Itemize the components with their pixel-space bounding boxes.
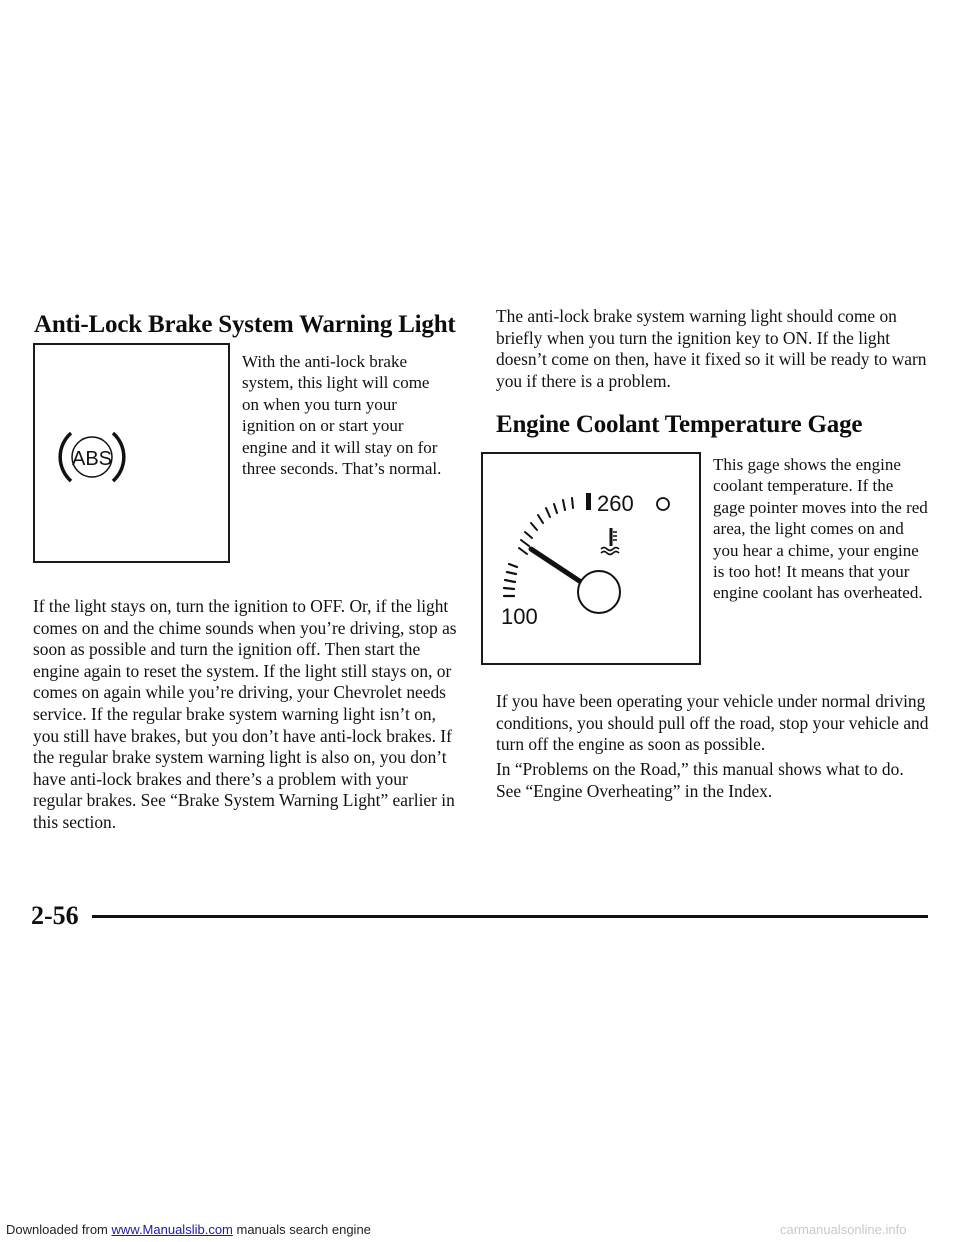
coolant-gauge-icon <box>483 454 699 663</box>
abs-warning-icon <box>35 345 228 561</box>
abs-warning-light-figure <box>33 343 230 563</box>
manualslib-link[interactable]: www.Manualslib.com <box>111 1222 233 1237</box>
gauge-tick-marks <box>519 498 573 554</box>
coolant-heading: Engine Coolant Temperature Gage <box>496 411 863 438</box>
abs-heading: Anti-Lock Brake System Warning Light <box>34 311 456 338</box>
page-number: 2-56 <box>31 901 79 930</box>
watermark: carmanualsonline.info <box>780 1222 907 1237</box>
gauge-light-icon <box>657 498 669 510</box>
gauge-high-label: 260 <box>597 491 634 516</box>
coolant-paragraph-2: If you have been operating your vehicle under normal driving conditions, you should pull off the road, stop your vehicle and turn off the engine as soon as possible. <box>496 691 929 755</box>
coolant-gauge-figure <box>481 452 701 665</box>
coolant-paragraph-3: In “Problems on the Road,” this manual shows what to do. See “Engine Overheating” in the Index. <box>496 759 904 801</box>
thermometer-icon <box>601 528 619 555</box>
download-footer <box>6 1222 371 1237</box>
abs-icon-text: ABS <box>71 448 113 470</box>
footer-rule <box>92 915 928 918</box>
abs-side-text: With the anti-lock brake system, this light will come on when you turn your ignition on or start your engine and it will stay on for three seconds. That’s normal. <box>242 352 442 479</box>
gauge-hub <box>578 571 620 613</box>
abs-body-paragraph: If the light stays on, turn the ignition to OFF. Or, if the light comes on and the chime sounds when you’re driving, stop as soon as possible and turn the ignition off. Then start the engine again to reset the system. If the light still stays on, or comes on again while you’re driving, your Chevrolet needs service. If the regular brake system warning light isn’t on, you still have brakes, but you don’t have anti-lock brakes. If the regular brake system warning light is also on, you don’t have anti-lock brakes and there’s a problem with your regular brakes. See “Brake System Warning Light” earlier in this section. <box>33 596 457 832</box>
gauge-red-zone-mark <box>586 493 591 510</box>
gauge-low-label: 100 <box>501 604 538 629</box>
footer-prefix: Downloaded from <box>6 1222 112 1237</box>
footer-suffix: manuals search engine <box>232 1222 371 1237</box>
coolant-side-text: This gage shows the engine coolant temperature. If the gage pointer moves into the red area, the light comes on and you hear a chime, your engine is too hot! It means that your engine coolant has overheated. <box>713 455 928 603</box>
gauge-low-ticks <box>504 564 517 596</box>
gauge-needle <box>531 549 587 586</box>
abs-continued-paragraph: The anti-lock brake system warning light should come on briefly when you turn the ignition key to ON. If the light doesn’t come on then, have it fixed so it will be ready to warn you if there is a problem. <box>496 306 927 391</box>
